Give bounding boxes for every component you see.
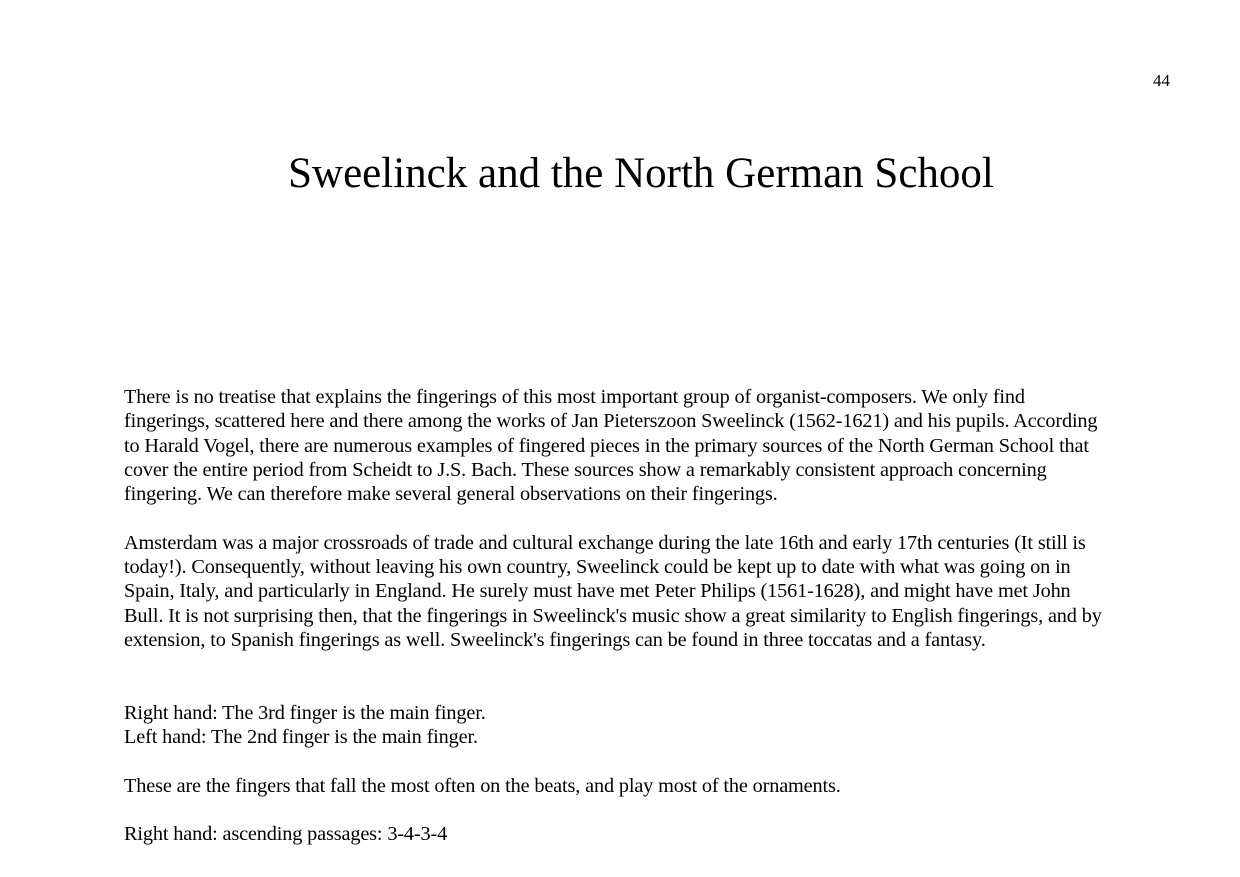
right-hand-main-finger: Right hand: The 3rd finger is the main finger. (124, 701, 486, 724)
page-title: Sweelinck and the North German School (288, 150, 994, 197)
passages (124, 822, 1114, 846)
left-hand-main-finger: Left hand: The 2nd finger is the main finger. (124, 726, 478, 749)
paragraph-amsterdam: Amsterdam was a major crossroads of trade and cultural exchange during the late 16th and early 17th centuries (It still is today!). Consequently, without leaving his own country, Sweelinck could be kept up to date with what was going on in Spain, Italy, and particularly in England. He surely must have met Peter Philips (1561-1628), and might have met John Bull. It is not surprising then, that the fingerings in Sweelinck's music show a great similarity to English fingerings, and by extension, to Spanish fingerings as well. Sweelinck's fingerings can be found in three toccatas and a fantasy. (124, 531, 1102, 651)
page-number: 44 (1153, 71, 1170, 90)
main-fingers (124, 701, 1114, 750)
document-body (124, 385, 1114, 847)
paragraph-treatise: There is no treatise that explains the fingerings of this most important group of organist-composers. We only find fingerings, scattered here and there among the works of Jan Pieterszoon Sweelinck (1562-1621) and his pupils. According to Harald Vogel, there are numerous examples of fingered pieces in the primary sources of the North German School that cover the entire period from Scheidt to J.S. Bach. These sources show a remarkably consistent approach concerning fingering. We can therefore make several general observations on their fingerings. (124, 386, 1098, 506)
right-hand-ascending: Right hand: ascending passages: 3-4-3-4 (124, 823, 448, 846)
beats-note: These are the fingers that fall the most often on the beats, and play most of the ornaments. (124, 774, 841, 797)
